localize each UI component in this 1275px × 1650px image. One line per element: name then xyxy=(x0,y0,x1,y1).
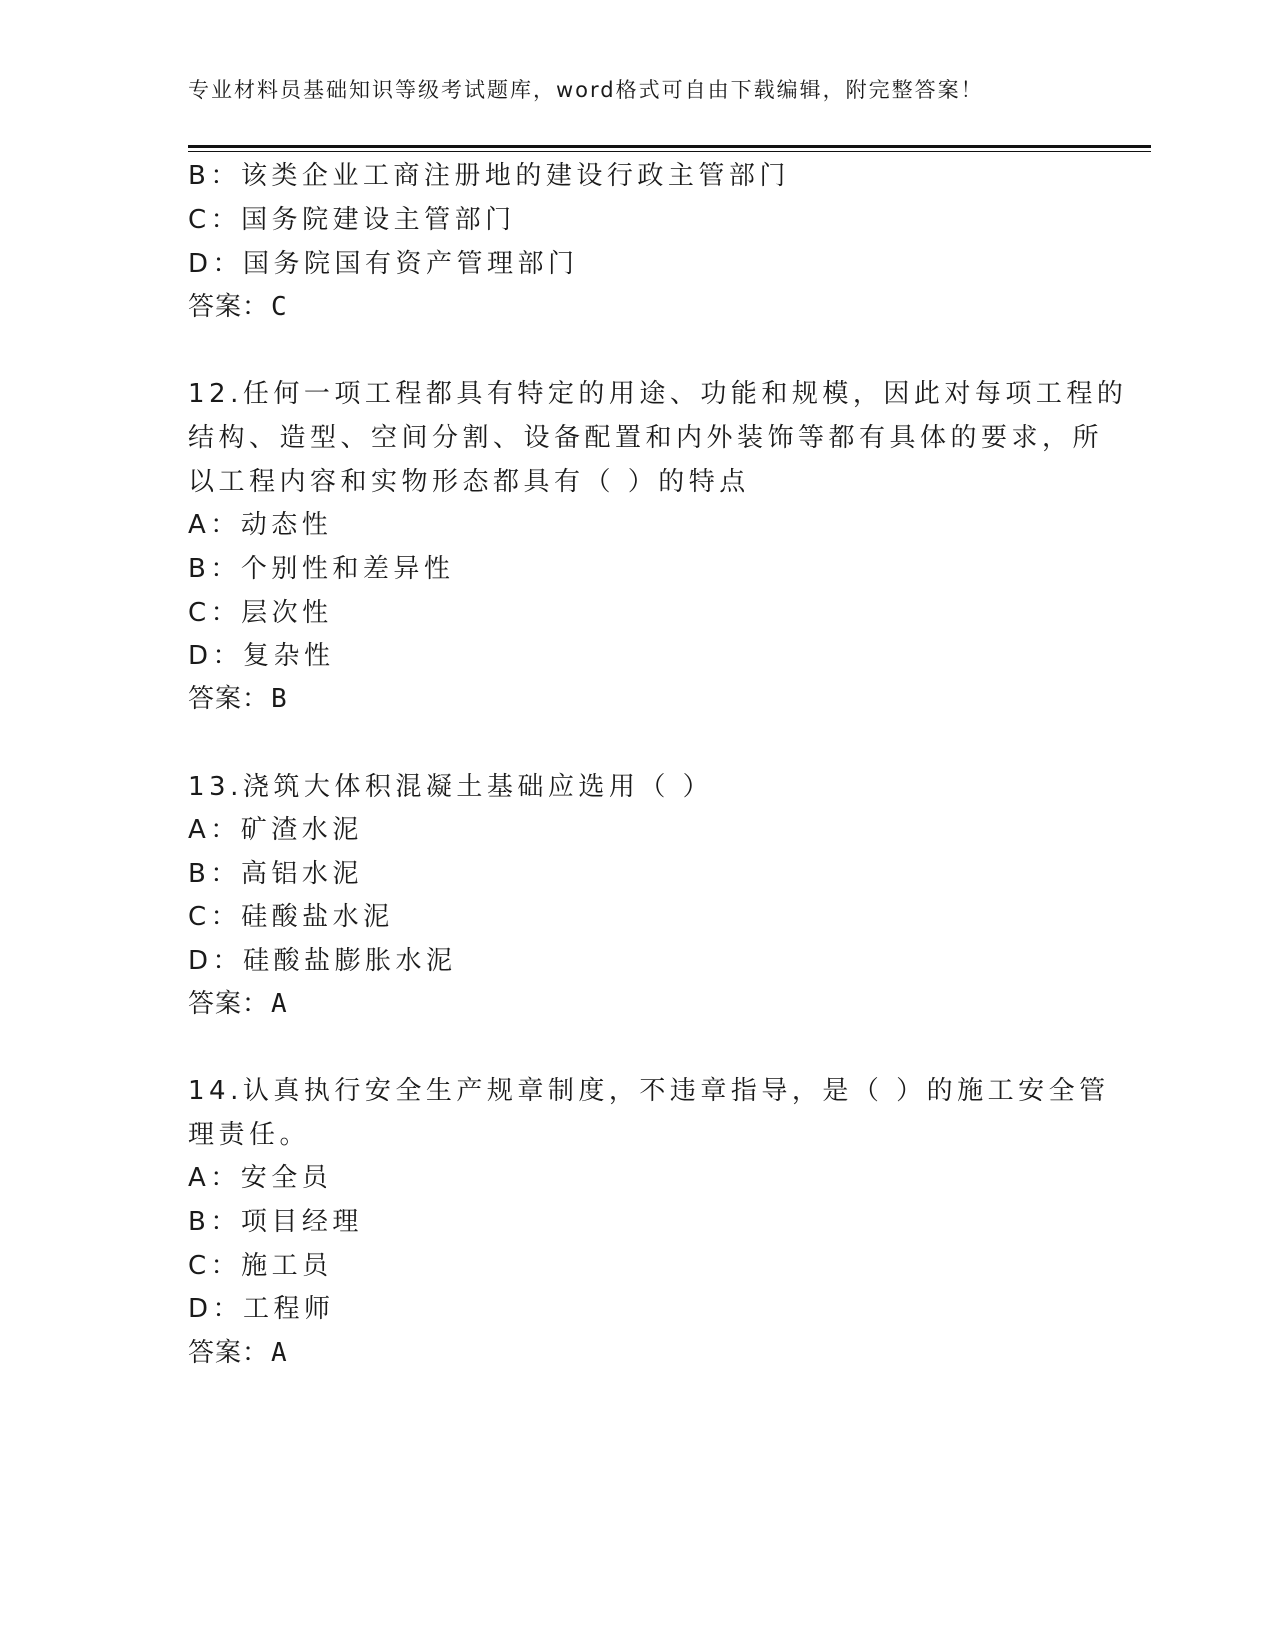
q12-stem-line-2: 结构、造型、空间分割、设备配置和内外装饰等都有具体的要求，所 xyxy=(188,423,1104,453)
q12-answer xyxy=(188,683,288,715)
q11-option-d: D：国务院国有资产管理部门 xyxy=(188,249,579,279)
header-rule-thin xyxy=(188,151,1151,152)
q14-stem-line-2: 理责任。 xyxy=(188,1120,311,1150)
answer-value: B xyxy=(271,684,288,714)
q14-option-c: C：施工员 xyxy=(188,1251,333,1281)
answer-label: 答案： xyxy=(188,989,270,1019)
answer-value: C xyxy=(271,292,288,322)
q14-option-b: B：项目经理 xyxy=(188,1207,363,1237)
q13-answer xyxy=(188,988,288,1020)
page-header: 专业材料员基础知识等级考试题库，word格式可自由下载编辑，附完整答案！ xyxy=(188,78,984,102)
q14-option-d: D：工程师 xyxy=(188,1294,335,1324)
q14-answer xyxy=(188,1337,288,1369)
q14-stem-line-1: 14.认真执行安全生产规章制度，不违章指导，是（ ）的施工安全管 xyxy=(188,1076,1110,1106)
answer-value: A xyxy=(271,1338,288,1368)
q13-option-c: C：硅酸盐水泥 xyxy=(188,902,394,932)
answer-label: 答案： xyxy=(188,1338,270,1368)
q12-stem-line-1: 12.任何一项工程都具有特定的用途、功能和规模，因此对每项工程的 xyxy=(188,379,1128,409)
q13-stem-line-1: 13.浇筑大体积混凝土基础应选用（ ） xyxy=(188,772,714,802)
q12-option-b: B：个别性和差异性 xyxy=(188,554,455,584)
q11-answer xyxy=(188,291,288,323)
q11-option-c: C：国务院建设主管部门 xyxy=(188,205,516,235)
q12-stem-line-3: 以工程内容和实物形态都具有（ ）的特点 xyxy=(188,467,750,497)
q13-option-a: A：矿渣水泥 xyxy=(188,815,363,845)
q12-option-a: A：动态性 xyxy=(188,510,333,540)
header-rule-thick xyxy=(188,145,1151,148)
q14-option-a: A：安全员 xyxy=(188,1163,333,1193)
q13-option-b: B：高铝水泥 xyxy=(188,859,363,889)
answer-label: 答案： xyxy=(188,292,270,322)
answer-value: A xyxy=(271,989,288,1019)
q11-option-b: B：该类企业工商注册地的建设行政主管部门 xyxy=(188,161,790,191)
q13-option-d: D：硅酸盐膨胀水泥 xyxy=(188,946,457,976)
q12-option-c: C：层次性 xyxy=(188,598,333,628)
answer-label: 答案： xyxy=(188,684,270,714)
q12-option-d: D：复杂性 xyxy=(188,641,335,671)
